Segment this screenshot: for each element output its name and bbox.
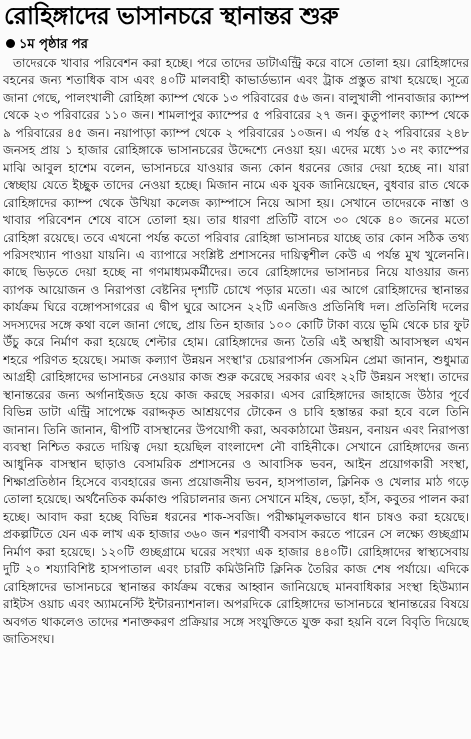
article-body bbox=[3, 55, 469, 737]
continuation-label: ১ম পৃষ্ঠার পর bbox=[19, 37, 88, 52]
bullet-icon bbox=[6, 39, 15, 48]
article-body-text: তাদেরকে খাবার পরিবেশন করা হচ্ছে। পরে তাদের ডাটাএন্ট্রি করে বাসে তোলা হয়। রোহিঙ্গাদের বহনের জন্য শতাধিক বাস এবং ৪০টি মালবাহী কাভার্ডভ্যান এবং ট্রাক প্রস্তুত রাখা হয়েছে। সূত্রে জানা গেছে, পালংখালী রোহিঙ্গা ক্যাম্প থেকে ১৩ পরিবারের ৫৬ জন। বালুখালী পানবাজার ক্যাম্প থেকে ২৩ পরিবারের ১১০ জন। শামলাপুর ক্যাম্পের ৫ পরিবারের ২৭ জন। কুতুপালং ক্যাম্প থেকে ৯ পরিবারের ৪৫ জন। নয়াপাড়া ক্যাম্প থেকে ২ পরিবারের ১০জন। এ পর্যন্ত ৫২ পরিবারের ২৪৮ জনসহ প্রায় ১ হাজার রোহিঙ্গাকে ভাসানচরের উদ্দেশ্যে নেওয়া হয়। এদের মধ্যে ১৩ নং ক্যাম্পের মাঝি আবুল হাশেম বলেন, ভাসানচরে যাওয়ার জন্য কোন ধরনের জোর দেয়া হচ্ছে না। যারা স্বেচ্ছায় যেতে ইচ্ছুক তাদের নেওয়া হচ্ছে। মিজান নামে এক যুবক জানিয়েছেন, বুধবার রাত থেকে রোহিঙ্গাদের ক্যাম্প থেকে উখিয়া কলেজ ক্যাম্পাসে নিয়ে আসা হয়। সেখানে তাদেরকে নাস্তা ও খাবার পরিবেশন শেষে বাসে তোলা হয়। তার ধারণা প্রতিটি বাসে ৩০ থেকে ৪০ জনের মতো রোহিঙ্গা রয়েছে। তবে এখনো পর্যন্ত কতো পরিবার রোহিঙ্গা ভাসানচর যাচ্ছে তার কোন সঠিক তথ্য পরিসংখ্যান পাওয়া যায়নি। এ ব্যাপারে সংশ্লিষ্ট প্রশাসনের দায়িত্বশীল কেউ এ পর্যন্ত মুখ খুলেননি। কাছে ভিড়তে দেয়া হচ্ছে না গণমাধ্যমকর্মীদের। তবে রোহিঙ্গাদের ভাসানচর নিয়ে যাওয়ার জন্য ব্যাপক আয়োজন ও নিরাপত্তা বেষ্টনির দৃশ্যটি চোখে পড়ার মতো। এর আগে রোহিঙ্গাদের স্থানান্তর কার্যক্রম ঘিরে বঙ্গোপসাগরের এ দ্বীপ ঘুরে আসেন ২২টি এনজিও প্রতিনিধি দল। প্রতিনিধি দলের সদস্যদের সঙ্গে কথা বলে জানা গেছে, প্রায় তিন হাজার ১০০ কোটি টাকা ব্যয়ে ভূমি থেকে চার ফুট উঁচু করে নির্মাণ করা হয়েছে শেল্টার হোম। রোহিঙ্গাদের জন্য তৈরি এই অস্থায়ী আবাসস্থল এখন শহরে পরিণত হয়েছে। সমাজ কল্যাণ উন্নয়ন সংস্থা'র চেয়ারপার্সন জেসমিন প্রেমা জানান, শুধুমাত্র আগ্রহী রোহিঙ্গাদের ভাসানচর নেওয়ার কাজ শুরু করেছে সরকার এবং ২২টি উন্নয়ন সংস্থা। তাদের স্থানান্তরের জন্য অর্গানাইজড হয়ে কাজ করছে সরকার। এসব রোহিঙ্গাদের জাহাজে উঠার পূর্বে বিভিন্ন ডাটা এন্ট্রি সাপেক্ষে বরাদ্দকৃত আশ্রয়ণের টোকেন ও চাবি হস্তান্তর করা হবে বলে তিনি জানান। তিনি জানান, দ্বীপটি বাসস্থানের উপযোগী করা, অবকাঠামো উন্নয়ন, বনায়ন এবং নিরাপত্তা ব্যবস্থা নিশ্চিত করতে দায়িত্ব দেয়া হয়েছিল বাংলাদেশ নৌ বাহিনীকে। সেখানে রোহিঙ্গাদের জন্য আধুনিক বাসস্থান ছাড়াও বেসামরিক প্রশাসনের ও আবাসিক ভবন, আইন প্রয়োগকারী সংস্থা, শিক্ষাপ্রতিষ্ঠান হিসেবে ব্যবহারের জন্য প্রয়োজনীয় ভবন, হাসপাতাল, ক্লিনিক ও খেলার মাঠ গড়ে তোলা হয়েছে। অর্থনৈতিক কর্মকাণ্ড পরিচালনার জন্য সেখানে মহিষ, ভেড়া, হাঁস, কবুতর পালন করা হচ্ছে। আবাদ করা হচ্ছে বিভিন্ন ধরনের শাক-সবজি। পরীক্ষামূলকভাবে ধান চাষও করা হয়েছে। প্রকল্পটিতে যেন এক লাখ এক হাজার ৩৬০ জন শরণার্থী বসবাস করতে পারেন সে লক্ষ্যে গুচ্ছগ্রাম নির্মাণ করা হয়েছে। ১২০টি গুচ্ছগ্রামে ঘরের সংখ্যা এক হাজার ৪৪০টি। রোহিঙ্গাদের স্বাস্থ্যসেবায় দুটি ২০ শয্যাবিশিষ্ট হাসপাতাল এবং চারটি কমিউনিটি ক্লিনিক তৈরির কাজ শেষ পর্যায়ে। এদিকে রোহিঙ্গাদের ভাসানচরে স্থানান্তর কার্যক্রম বন্ধের আহ্বান জানিয়েছে মানবাধিকার সংস্থা হিউম্যান রাইটস ওয়াচ এবং অ্যামনেস্টি ইন্টারন্যাশনাল। অপরদিকে রোহিঙ্গাদের ভাসানচরে স্থানান্তরের বিষয়ে অবগত থাকলেও তাদের শনাক্তকরণ প্রক্রিয়ার সঙ্গে সংযুক্তিতে যুক্ত করা হয়নি বলে বিবৃতি দিয়েছে জাতিসংঘ। bbox=[3, 56, 469, 646]
continuation-marker bbox=[6, 36, 88, 54]
article-headline: রোহিঙ্গাদের ভাসানচরে স্থানান্তর শুরু bbox=[4, 2, 338, 30]
